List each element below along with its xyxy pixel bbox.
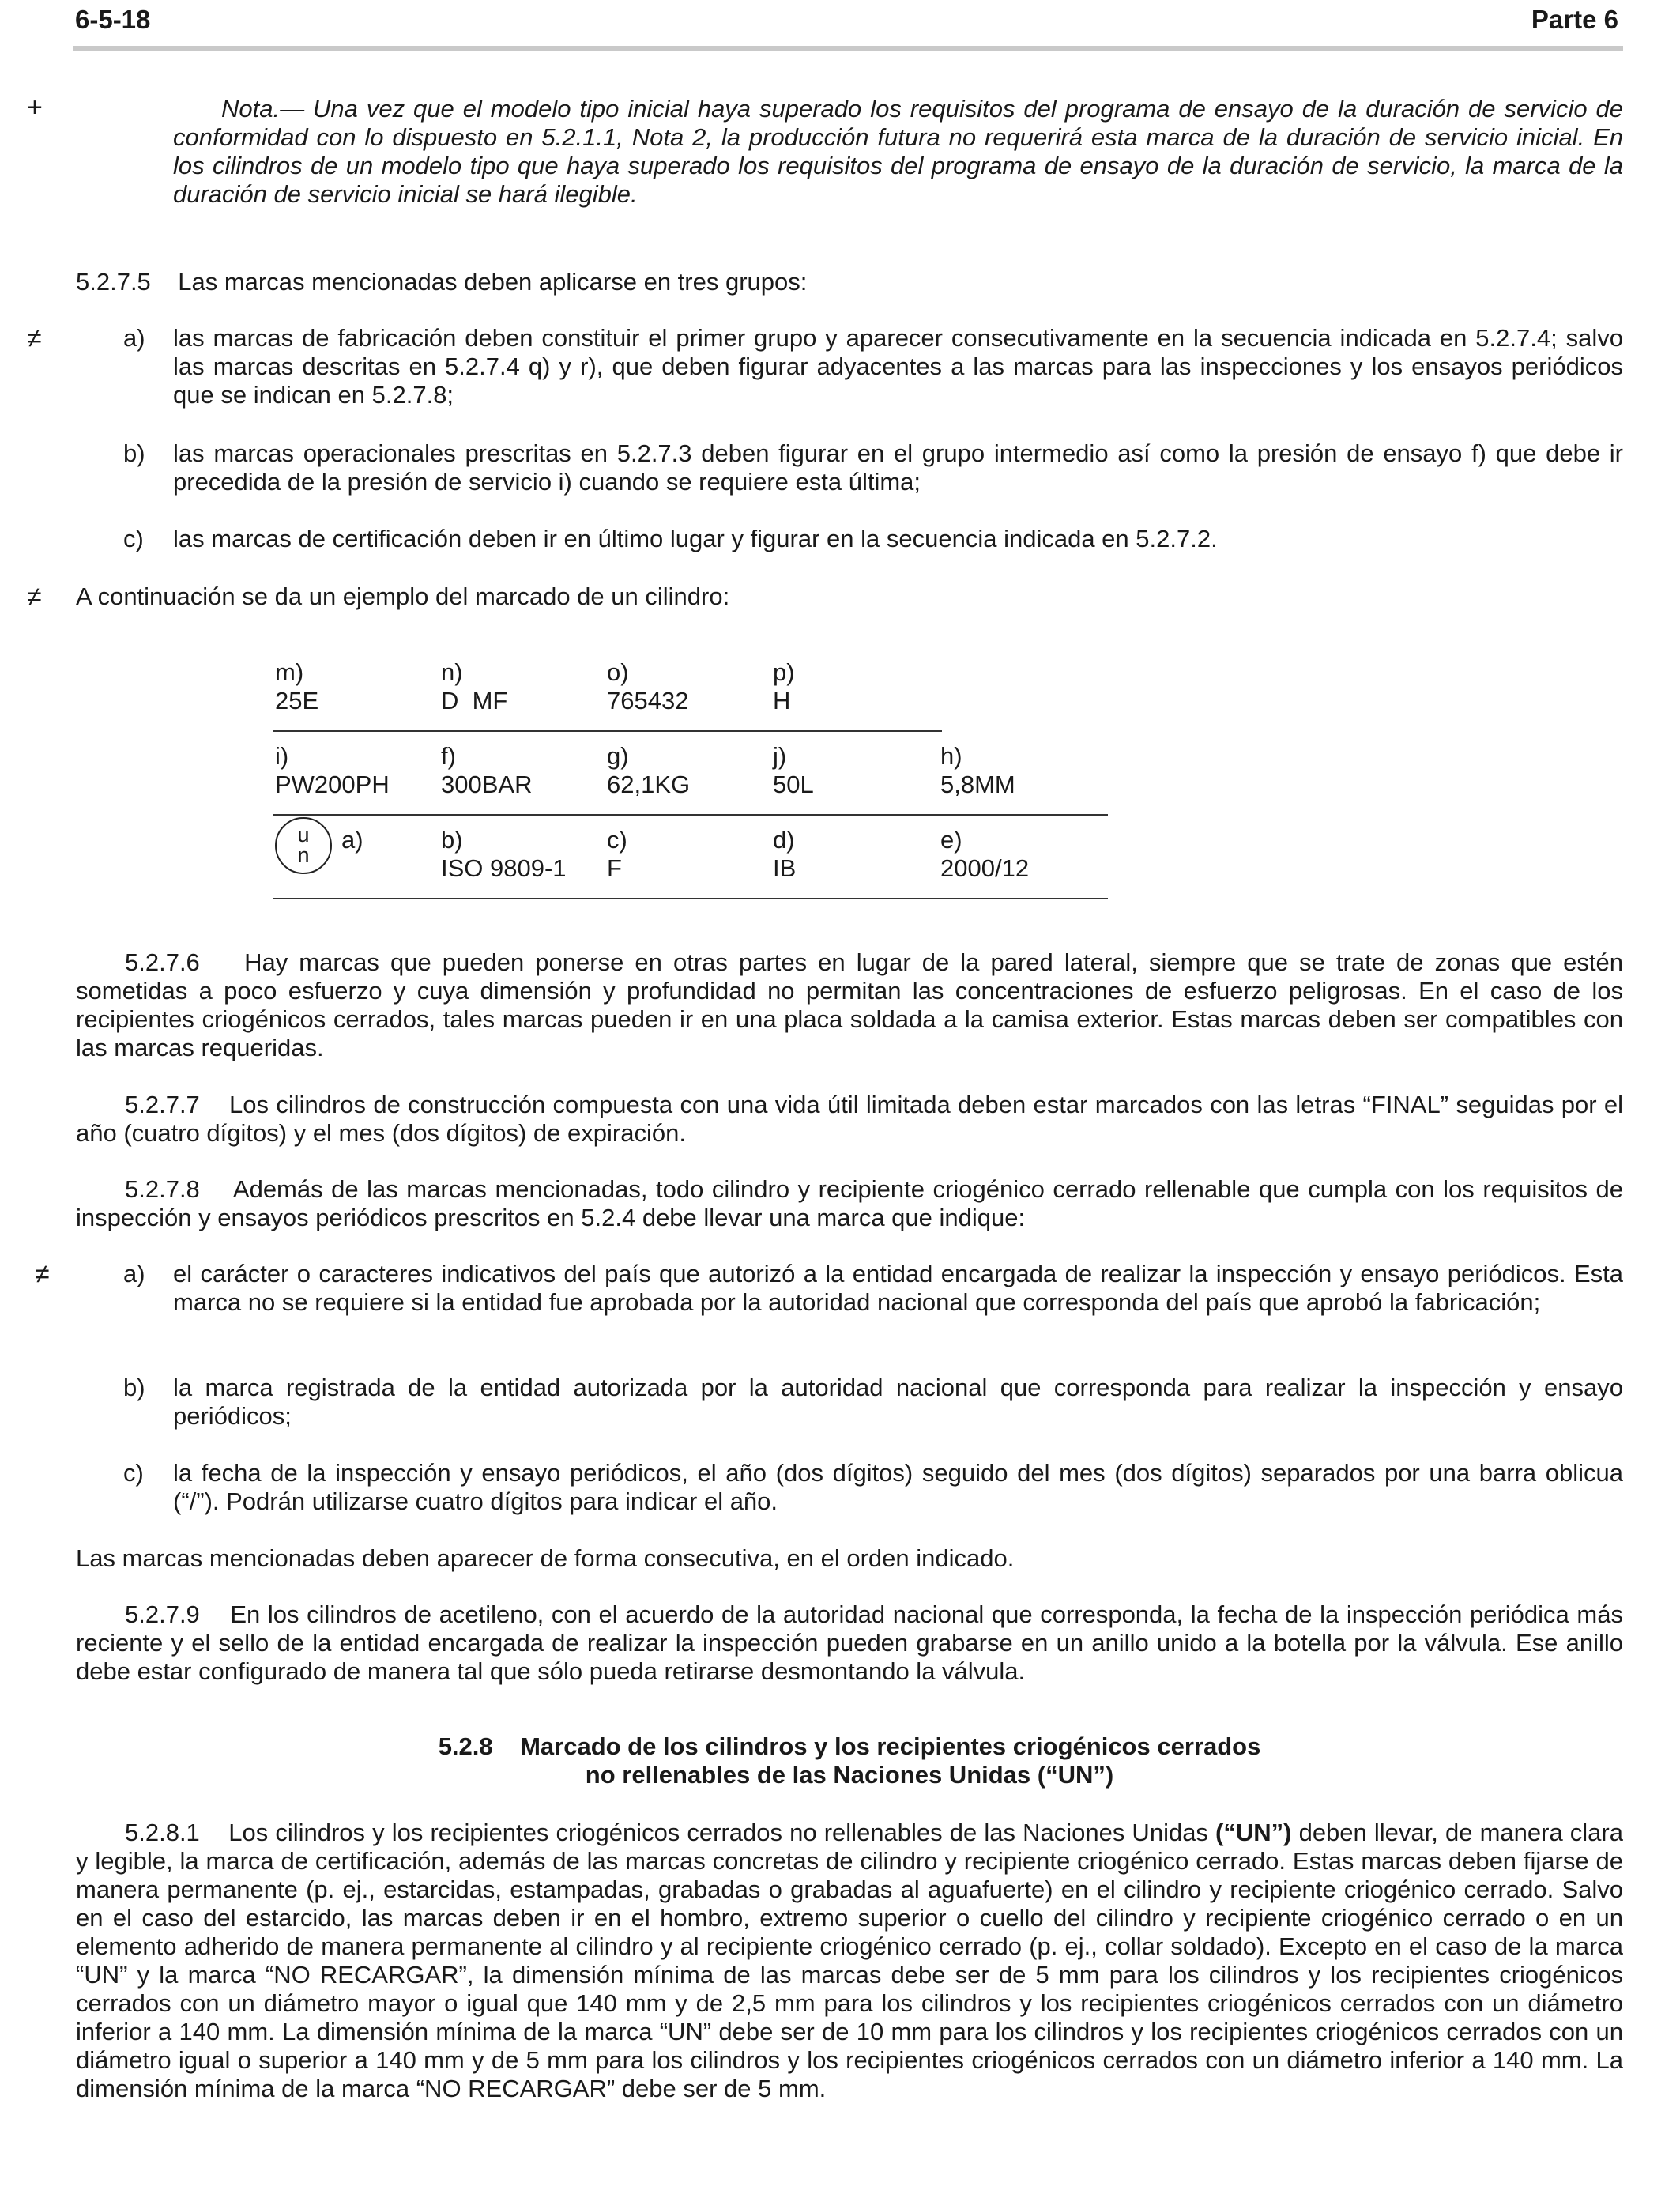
table-rule-1 xyxy=(273,730,942,732)
list-label: b) xyxy=(123,439,145,467)
header-page-number: 6-5-18 xyxy=(75,5,151,34)
mark-i-value: PW200PH xyxy=(275,771,390,798)
paragraph-5275-intro: 5.2.7.5 Las marcas mencionadas deben aplicarse en tres grupos: xyxy=(76,268,808,296)
paragraph-5277: 5.2.7.7 Los cilindros de construcción compuesta con una vida útil limitada deben estar marcados con las letras “FINAL” seguidas por el año (cuatro dígitos) y el mes (dos dígitos) de expiración. xyxy=(76,1091,1623,1147)
paragraph-5276: 5.2.7.6 Hay marcas que pueden ponerse en otras partes en lugar de la pared lateral, siempre que se trate de zonas que estén sometidas a poco esfuerzo y cuya dimensión y profundidad no permitan las concentraciones de esfuerzo peligrosas. En el caso de los recipientes criogénicos cerrados, tales marcas pueden ir en una placa soldada a la camisa exterior. Estas marcas deben ser compatibles con las marcas requeridas. xyxy=(76,948,1623,1061)
mark-b-value: ISO 9809-1 xyxy=(441,854,567,882)
mark-j-label: j) xyxy=(773,742,787,770)
paragraph-5281-part1: 5.2.8.1 Los cilindros y los recipientes criogénicos cerrados no rellenables de las Naciones Unidas xyxy=(125,1819,1216,1846)
mark-h-label: h) xyxy=(940,742,962,770)
mark-b-label: b) xyxy=(441,826,463,854)
paragraph-5279: 5.2.7.9 En los cilindros de acetileno, con el acuerdo de la autoridad nacional que corresponda, la fecha de la inspección periódica más reciente y el sello de la entidad encargada de realizar la inspección pueden grabarse en un anillo unido a la botella por la válvula. Ese anillo debe estar configurado de manera tal que sólo pueda retirarse desmontando la válvula. xyxy=(76,1600,1623,1685)
table-rule-2 xyxy=(273,814,1108,816)
header-part-title: Parte 6 xyxy=(1531,5,1618,34)
section-heading-line-2: no rellenables de las Naciones Unidas (“UN”) xyxy=(585,1761,1114,1789)
list-text: el carácter o caracteres indicativos del país que autorizó a la entidad encargada de realizar la inspección y ensayo periódicos. Esta marca no se requiere si la entidad fue aprobada por la autoridad nacional que corresponda del país que aprobó la fabricación; xyxy=(173,1260,1623,1316)
margin-mark-neq-5275a: ≠ xyxy=(27,323,42,353)
mark-g-label: g) xyxy=(607,742,629,770)
table-rule-3 xyxy=(273,898,1108,899)
nota-paragraph: Nota.— Una vez que el modelo tipo inicial haya superado los requisitos del programa de ensayo de la duración de servicio de conformidad con lo dispuesto en 5.2.1.1, Nota 2, la producción futura no requerirá esta marca de la duración de servicio inicial. En los cilindros de un modelo tipo que haya superado los requisitos del programa de ensayo de la duración de servicio, la marca de la duración de servicio inicial se hará ilegible. xyxy=(173,95,1623,208)
mark-n-value: D MF xyxy=(441,687,508,714)
list-text: la marca registrada de la entidad autorizada por la autoridad nacional que corresponda para realizar la inspección y ensayo periódicos; xyxy=(173,1374,1623,1430)
margin-mark-neq-example: ≠ xyxy=(27,582,42,612)
mark-j-value: 50L xyxy=(773,771,814,798)
mark-p-value: H xyxy=(773,687,791,714)
mark-f-label: f) xyxy=(441,742,456,770)
mark-a-label: a) xyxy=(341,826,363,854)
mark-m-label: m) xyxy=(275,658,304,686)
list-text: las marcas de fabricación deben constituir el primer grupo y aparecer consecutivamente en la secuencia indicada en 5.2.7.4; salvo las marcas descritas en 5.2.7.4 q) y r), que deben figurar adyacentes a las marcas para las inspecciones y los ensayos periódicos que se indican en 5.2.7.8; xyxy=(173,324,1623,409)
list-item-5275-b xyxy=(123,439,1623,496)
example-intro: A continuación se da un ejemplo del marcado de un cilindro: xyxy=(76,582,730,610)
mark-d-label: d) xyxy=(773,826,795,854)
mark-o-label: o) xyxy=(607,658,629,686)
list-item-5278-b xyxy=(123,1374,1623,1431)
paragraph-5281-bold: (“UN”) xyxy=(1215,1819,1292,1846)
list-label: a) xyxy=(123,1260,145,1287)
list-label: c) xyxy=(123,525,144,552)
un-symbol-u: u xyxy=(297,823,310,846)
mark-h-value: 5,8MM xyxy=(940,771,1015,798)
paragraph-5281 xyxy=(76,1819,1623,2103)
list-label: b) xyxy=(123,1374,145,1401)
list-text: la fecha de la inspección y ensayo periódicos, el año (dos dígitos) seguido del mes (dos dígitos) separados por una barra oblicua (“/”). Podrán utilizarse cuatro dígitos para indicar el año. xyxy=(173,1459,1623,1515)
mark-m-value: 25E xyxy=(275,687,319,714)
mark-c-value: F xyxy=(607,854,622,882)
margin-mark-neq-5278a: ≠ xyxy=(35,1259,50,1289)
mark-e-label: e) xyxy=(940,826,962,854)
list-item-5278-c xyxy=(123,1459,1623,1516)
list-item-5275-a xyxy=(123,324,1623,409)
list-label: a) xyxy=(123,324,145,352)
section-heading-528 xyxy=(76,1732,1623,1789)
mark-c-label: c) xyxy=(607,826,627,854)
mark-e-value: 2000/12 xyxy=(940,854,1030,882)
mark-g-value: 62,1KG xyxy=(607,771,691,798)
un-symbol-n: n xyxy=(297,843,310,867)
mark-n-label: n) xyxy=(441,658,463,686)
paragraph-5281-part2: deben llevar, de manera clara y legible, la marca de certificación, además de las marcas concretas de cilindro y recipiente criogénico cerrado. Estas marcas deben fijarse de manera permanente (p. ej., estarcidas, estampadas, grabadas o grabadas al aguafuerte) en el cilindro y recipiente criogénico cerrado. Salvo en el caso del estarcido, las marcas deben ir en el hombro, extremo superior o cuello del cilindro y recipiente criogénico cerrado o en un elemento adherido de manera permanente al cilindro y al recipiente criogénico cerrado (p. ej., collar soldado). Excepto en el caso de la marca “UN” y la marca “NO RECARGAR”, la dimensión mínima de las marcas debe ser de 5 mm para los cilindros y los recipientes criogénicos cerrados con un diámetro mayor o igual que 140 mm y de 2,5 mm para los cilindros y los recipientes criogénicos cerrados con un diámetro inferior a 140 mm. La dimensión mínima de la marca “UN” debe ser de 10 mm para los cilindros y los recipientes criogénicos cerrados con un diámetro igual o superior a 140 mm y de 5 mm para los cilindros y los recipientes criogénicos cerrados con un diámetro inferior a 140 mm. La dimensión mínima de la marca “NO RECARGAR” debe ser de 5 mm. xyxy=(76,1819,1623,2102)
mark-i-label: i) xyxy=(275,742,289,770)
section-heading-line-1: 5.2.8 Marcado de los cilindros y los recipientes criogénicos cerrados xyxy=(438,1732,1261,1760)
un-symbol-icon xyxy=(275,817,332,874)
mark-o-value: 765432 xyxy=(607,687,689,714)
list-item-5275-c xyxy=(123,525,1623,553)
list-text: las marcas de certificación deben ir en último lugar y figurar en la secuencia indicada en 5.2.7.2. xyxy=(173,525,1218,552)
mark-p-label: p) xyxy=(773,658,795,686)
list-item-5278-a xyxy=(123,1260,1623,1317)
mark-d-value: IB xyxy=(773,854,797,882)
header-rule xyxy=(73,46,1623,51)
margin-mark-plus: + xyxy=(27,92,43,123)
mark-f-value: 300BAR xyxy=(441,771,533,798)
paragraph-5278-closing: Las marcas mencionadas deben aparecer de forma consecutiva, en el orden indicado. xyxy=(76,1544,1015,1572)
paragraph-5278-intro: 5.2.7.8 Además de las marcas mencionadas, todo cilindro y recipiente criogénico cerrado rellenable que cumpla con los requisitos de inspección y ensayos periódicos prescritos en 5.2.4 debe llevar una marca que indique: xyxy=(76,1175,1623,1231)
list-text: las marcas operacionales prescritas en 5.2.7.3 deben figurar en el grupo intermedio así como la presión de ensayo f) que debe ir precedida de la presión de servicio i) cuando se requiere esta última; xyxy=(173,439,1623,496)
list-label: c) xyxy=(123,1459,144,1487)
